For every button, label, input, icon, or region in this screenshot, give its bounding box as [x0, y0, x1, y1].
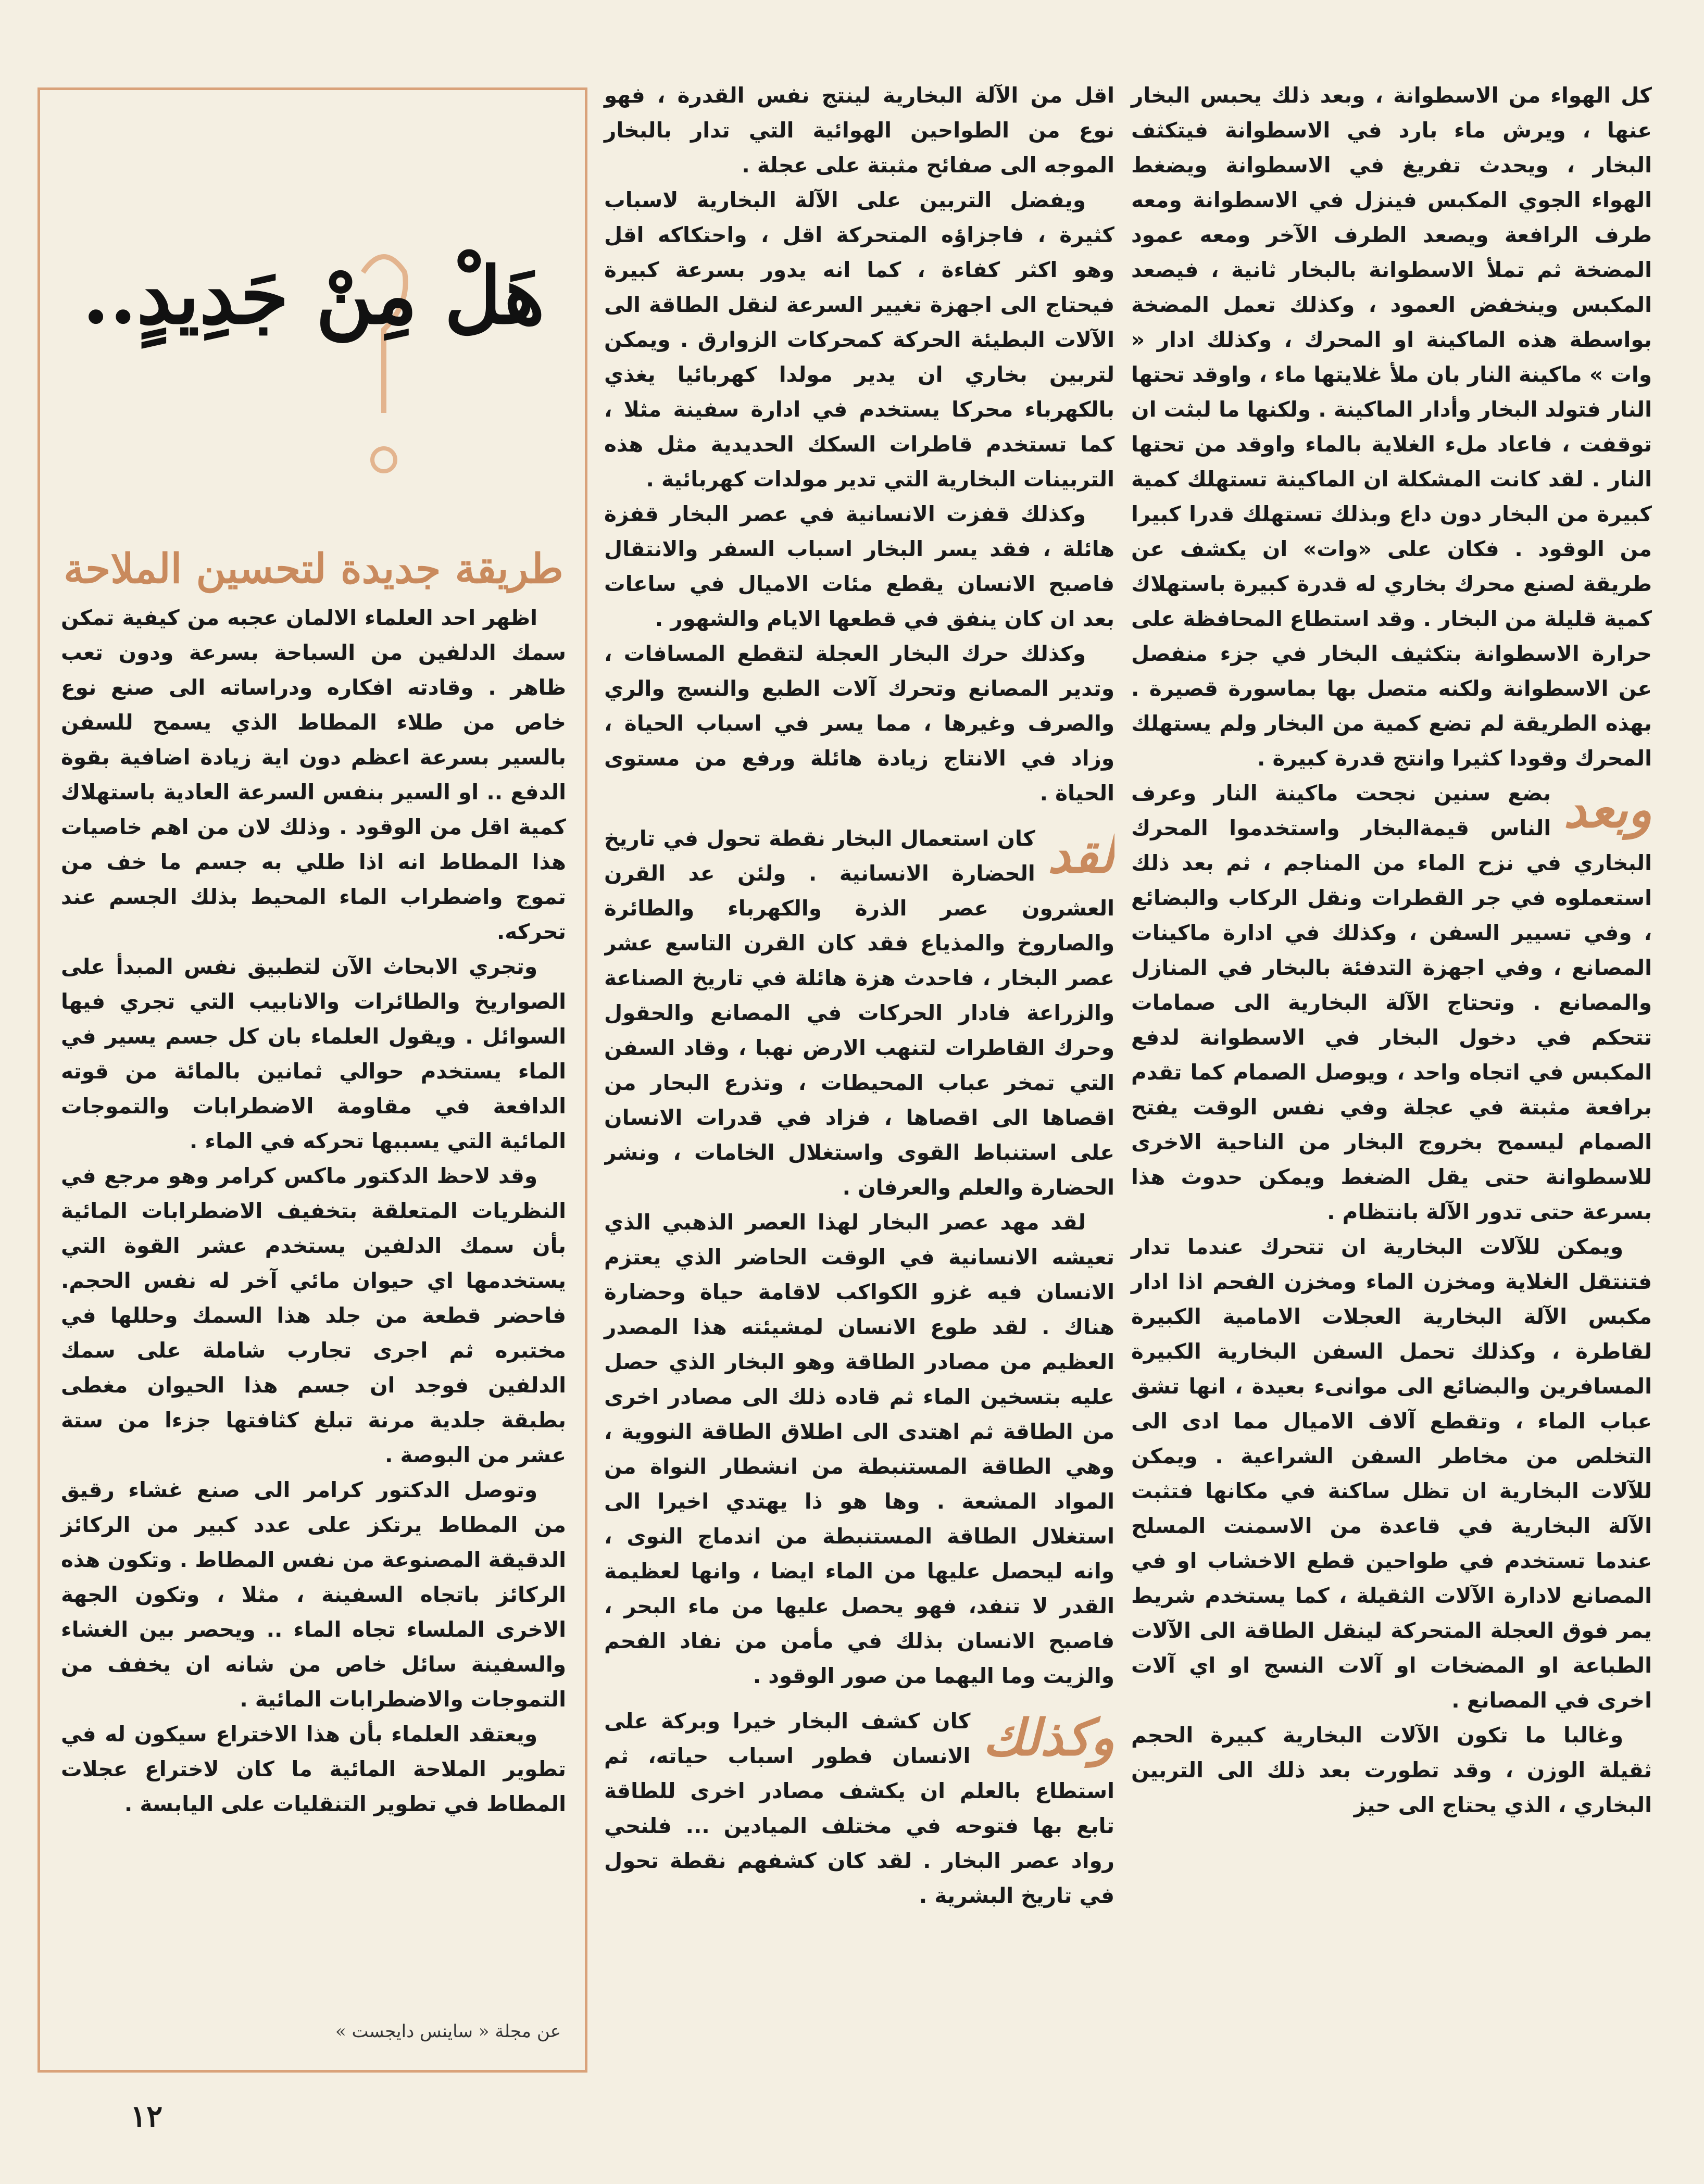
sidebar-subtitle: طريقة جديدة لتحسين الملاحة [64, 545, 563, 593]
article-column-middle [604, 78, 1114, 1913]
article-paragraph: ويفضل التربين على الآلة البخارية لاسباب كثيرة ، فاجزاؤه المتحركة اقل ، واحتكاكه اقل وهو اكثر كفاءة ، كما انه يدور بسرعة كبيرة فيحتاج الى اجهزة تغيير السرعة لنقل الطاقة الى الآلات البطيئة الحركة كمحركات الزوارق . ويمكن لتربين بخاري ان يدير مولدا كهربائيا يغذي بالكهرباء محركا يستخدم في ادارة سفينة مثلا ، كما تستخدم قاطرات السكك الحديدية مثل هذه التربينات البخارية التي تدير مولدات كهربائية . [604, 187, 1114, 492]
article-paragraph: لقد مهد عصر البخار لهذا العصر الذهبي الذي تعيشه الانسانية في الوقت الحاضر الذي يعتزم الانسان فيه غزو الكواكب لاقامة حياة وحضارة هناك . لقد طوع الانسان لمشيئته هذا المصدر العظيم من مصادر الطاقة وهو البخار الذي حصل عليه بتسخين الماء ثم قاده ذلك الى مصادر اخرى من الطاقة ثم اهتدى الى اطلاق الطاقة النووية ، وهي الطاقة المستنبطة من انشطار النواة من المواد المشعة . وها هو ذا يهتدي اخيرا الى استغلال الطاقة المستنبطة من اندماج النوى ، وانه ليحصل عليها من الماء ايضا ، وانها لعظيمة القدر لا تنفد، فهو يحصل عليها من ماء البحر ، فاصبح الانسان بذلك في مأمن من نفاد الفحم والزيت وما اليهما من صور الوقود . [604, 1210, 1114, 1688]
dropcap-word: وكذلك [983, 1708, 1114, 1767]
sidebar-body [61, 600, 566, 1822]
article-paragraph: بضع سنين نجحت ماكينة النار وعرف الناس قيمةالبخار واستخدموا المحرك البخاري في نزح الماء من المناجم ، ثم بعد ذلك استعملوه في جر القطرات ونقل الركاب والبضائع ، وفي تسيير السفن ، وكذلك في ادارة ماكينات المصانع ، وفي اجهزة التدفئة بالبخار في المنازل والمصانع . وتحتاج الآلة البخارية الى صمامات تتحكم في دخول البخار في الاسطوانة لدفع المكبس في اتجاه واحد ، ويوصل الصمام كما تقدم برافعة مثبتة في عجلة وفي نفس الوقت يفتح الصمام ليسمح بخروج البخار من الناحية الاخرى للاسطوانة حتى يقل الضغط ويمكن حدوث هذا بسرعة حتى تدور الآلة بانتظام . [1131, 781, 1652, 1224]
sidebar-title: هَلْ مِنْ جَدِيدٍ.. [82, 250, 545, 342]
sidebar-paragraph: وقد لاحظ الدكتور ماكس كرامر وهو مرجع في النظريات المتعلقة بتخفيف الاضطرابات المائية بأن سمك الدلفين يستخدم عشر القوة التي يستخدمها اي حيوان مائي آخر له نفس الحجم. فاحضر قطعة من جلد هذا السمك وحللها في مختبره ثم اجرى تجارب شاملة على سمك الدلفين فوجد ان جسم هذا الحيوان مغطى بطبقة جلدية مرنة تبلغ كثافتها جزءا من ستة عشر من البوصة . [61, 1163, 566, 1467]
dropcap-word: لقد [1047, 825, 1114, 884]
dropcap-paragraph [604, 821, 1114, 1205]
article-paragraph: كان كشف البخار خيرا وبركة على الانسان فطور اسباب حياته، ثم استطاع بالعلم ان يكشف مصادر اخرى للطاقة تابع بها فتوحه في مختلف الميادين ... فلنحي رواد عصر البخار . لقد كان كشفهم نقطة تحول في تاريخ البشرية . [604, 1709, 1114, 1908]
sidebar-paragraph: وتوصل الدكتور كرامر الى صنع غشاء رقيق من المطاط يرتكز على عدد كبير من الركائز الدقيقة المصنوعة من نفس المطاط . وتكون هذه الركائز باتجاه السفينة ، مثلا ، وتكون الجهة الاخرى الملساء تجاه الماء .. ويحصر بين الغشاء والسفينة سائل خاص من شانه ان يخفف من التموجات والاضطرابات المائية . [61, 1477, 566, 1712]
dropcap-paragraph [1131, 776, 1652, 1229]
sidebar-box [37, 87, 587, 2073]
article-paragraph: كل الهواء من الاسطوانة ، وبعد ذلك يحبس البخار عنها ، ويرش ماء بارد في الاسطوانة فيتكثف البخار ، ويحدث تفريغ في الاسطوانة ويضغط الهواء الجوي المكبس فينزل في الاسطوانة ومعه طرف الرافعة ويصعد الطرف الآخر ومعه عمود المضخة ثم تملأ الاسطوانة بالبخار ثانية ، فيصعد المكبس وينخفض العمود ، وكذلك تعمل المضخة بواسطة هذه الماكينة او المحرك ، وكذلك ادار « وات » ماكينة النار بان ملأ غلايتها ماء ، واوقد تحتها النار فتولد البخار وأدار الماكينة . ولكنها ما لبثت ان توقفت ، فاعاد ملء الغلاية بالماء واوقد من تحتها النار . لقد كانت المشكلة ان الماكينة تستهلك كمية كبيرة من البخار دون داع وبذلك تستهلك قدرا كبيرا من الوقود . فكان على «وات» ان يكشف عن طريقة لصنع محرك بخاري له قدرة كبيرة باستهلاك كمية قليلة من البخار . وقد استطاع المحافظة على حرارة الاسطوانة بتكثيف البخار في جزء منفصل عن الاسطوانة ولكنه متصل بها بماسورة قصيرة . بهذه الطريقة لم تضع كمية من البخار ولم يستهلك المحرك وقودا كثيرا وانتج قدرة كبيرة . [1131, 83, 1652, 771]
sidebar-paragraph: وتجري الابحاث الآن لتطبيق نفس المبدأ على الصواريخ والطائرات والانابيب التي تجري فيها السوائل . ويقول العلماء بان كل جسم يسير في الماء يستخدم حوالي ثمانين بالمائة من قوته الدافعة في مقاومة الاضطرابات والتموجات المائية التي يسببها تحركه في الماء . [61, 954, 566, 1153]
article-column-right [1131, 78, 1652, 1823]
dropcap-paragraph [604, 1704, 1114, 1913]
article-paragraph: ويمكن للآلات البخارية ان تتحرك عندما تدار فتنتقل الغلاية ومخزن الماء ومخزن الفحم اذا ادار مكبس الآلة البخارية العجلات الامامية الكبيرة لقاطرة ، وكذلك تحمل السفن البخارية الكبيرة المسافرين والبضائع الى موانىء بعيدة ، انها تشق عباب الماء ، وتقطع آلاف الاميال مما ادى الى التخلص من مخاطر السفن الشراعية . ويمكن للآلات البخارية ان تظل ساكنة في مكانها فتثبت الآلة البخارية في قاعدة من الاسمنت المسلح عندما تستخدم في طواحين قطع الاخشاب او في المصانع لادارة الآلات الثقيلة ، كما يستخدم شريط يمر فوق العجلة المتحركة لينقل الطاقة الى الآلات الطباعة او المضخات او آلات النسج او اي آلات اخرى في المصانع . [1131, 1234, 1652, 1713]
sidebar-source: عن مجلة « ساينس دايجست » [335, 2021, 561, 2042]
article-paragraph: وكذلك حرك البخار العجلة لتقطع المسافات ، وتدير المصانع وتحرك آلات الطبع والنسج والري والصرف وغيرها ، مما يسر في اسباب الحياة ، وزاد في الانتاج زيادة هائلة ورفع من مستوى الحياة . [604, 641, 1114, 806]
article-paragraph: وكذلك قفزت الانسانية في عصر البخار قفزة هائلة ، فقد يسر البخار اسباب السفر والانتقال فاصبح الانسان يقطع مئات الاميال في ساعات بعد ان كان ينفق في قطعها الايام والشهور . [604, 501, 1114, 631]
dropcap-word: وبعد [1563, 780, 1652, 839]
article-paragraph: اقل من الآلة البخارية لينتج نفس القدرة ، فهو نوع من الطواحين الهوائية التي تدار بالبخار الموجه الى صفائح مثبتة على عجلة . [604, 83, 1114, 178]
sidebar-paragraph: ويعتقد العلماء بأن هذا الاختراع سيكون له في تطوير الملاحة المائية ما كان لاختراع عجلات المطاط في تطوير التنقليات على اليابسة . [61, 1722, 566, 1816]
page-number: ١٢ [130, 2099, 163, 2134]
article-paragraph: وغالبا ما تكون الآلات البخارية كبيرة الحجم ثقيلة الوزن ، وقد تطورت بعد ذلك الى التربين البخاري ، الذي يحتاج الى حيز [1131, 1723, 1652, 1817]
sidebar-paragraph: اظهر احد العلماء الالمان عجبه من كيفية تمكن سمك الدلفين من السباحة بسرعة ودون تعب ظاهر . وقادته افكاره ودراساته الى صنع نوع خاص من طلاء المطاط الذي يسمح للسفن بالسير بسرعة اعظم دون اية زيادة اضافية بقوة الدفع .. او السير بنفس السرعة العادية باستهلاك كمية اقل من الوقود . وذلك لان من اهم خاصيات هذا المطاط انه اذا طلي به جسم ما خف من تموج واضطراب الماء المحيط بذلك الجسم عند تحركه. [61, 605, 566, 944]
article-paragraph: كان استعمال البخار نقطة تحول في تاريخ الحضارة الانسانية . ولئن عد القرن العشرون عصر الذرة والكهرباء والطائرة والصاروخ والمذياع فقد كان القرن التاسع عشر عصر البخار ، فاحدث هزة هائلة في تاريخ الصناعة والزراعة فادار الحركات في المصانع والحقول وحرك القاطرات لتنهب الارض نهبا ، وقاد السفن التي تمخر عباب المحيطات ، وتذرع البحار من اقصاها الى اقصاها ، فزاد في قدرات الانسان على استنباط القوى واستغلال الخامات ، ونشر الحضارة والعلم والعرفان . [604, 826, 1114, 1200]
